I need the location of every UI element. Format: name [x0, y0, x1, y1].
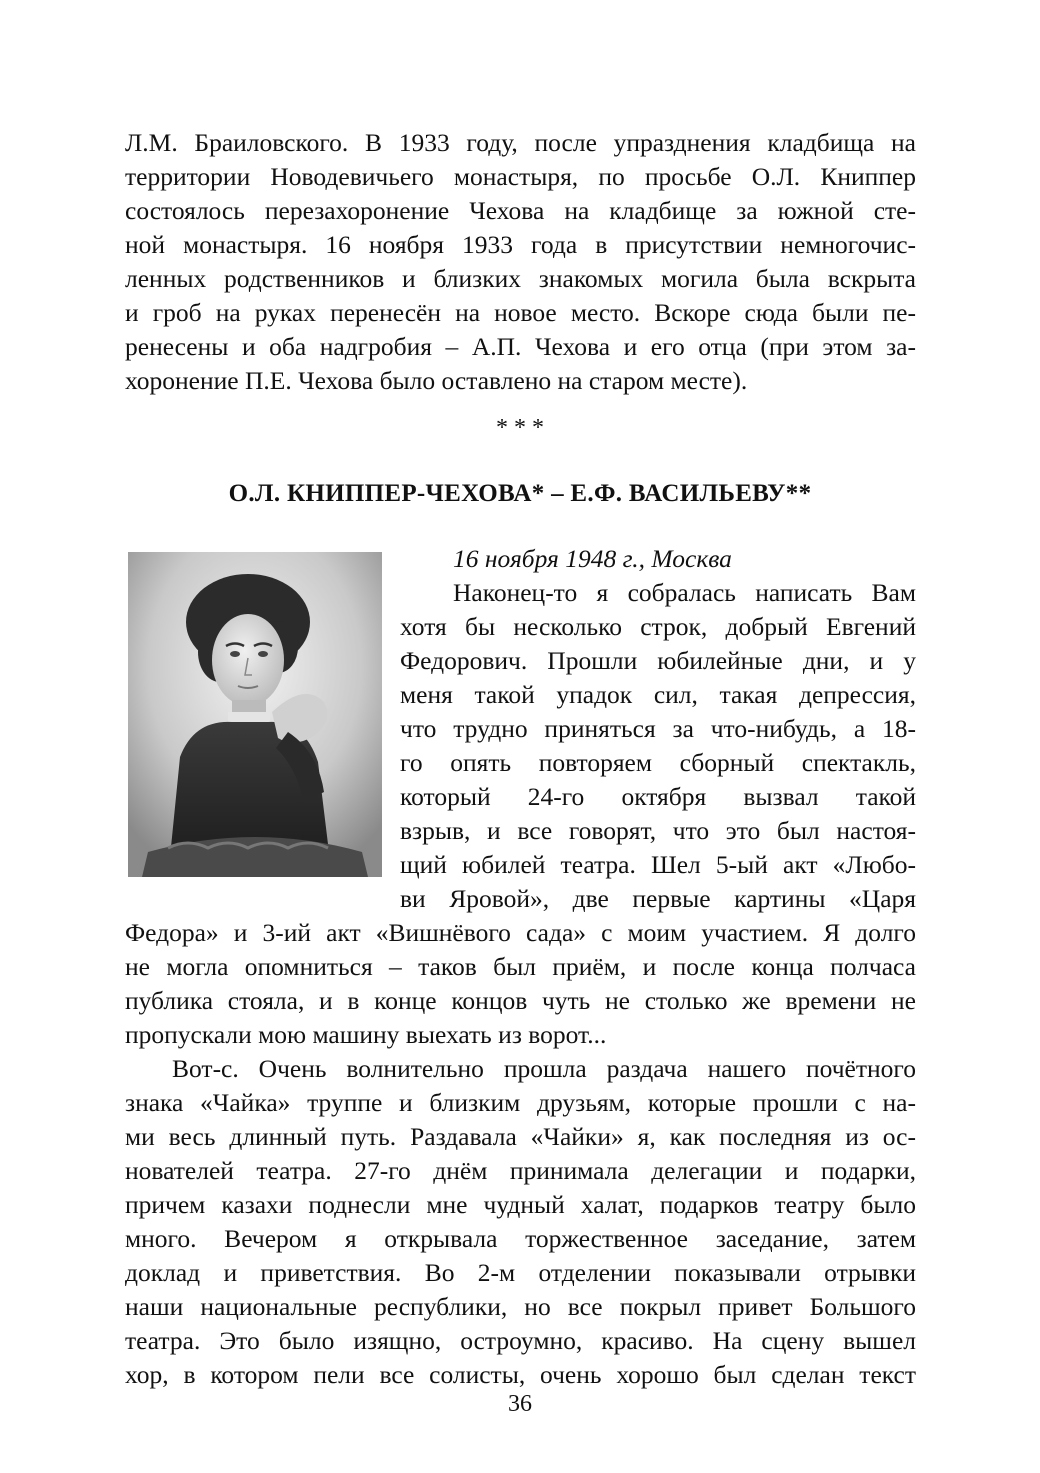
text-line: Федорович. Прошли юбилейные дни, и у [400, 646, 916, 675]
letter-dateline: 16 ноября 1948 г., Москва [453, 544, 732, 573]
text-line: меня такой упадок сил, такая депрессия, [400, 680, 916, 709]
text-line: ми весь длинный путь. Раздавала «Чайки» я, как последняя из ос- [125, 1122, 916, 1151]
text-line: ви Яровой», две первые картины «Царя [400, 884, 916, 913]
text-line: много. Вечером я открывала торжественное заседание, затем [125, 1224, 916, 1253]
text-line: публика стояла, и в конце концов чуть не столько же времени не [125, 986, 916, 1015]
text-line: Л.М. Браиловского. В 1933 году, после упразднения кладбища на [125, 128, 916, 157]
text-line: ренесены и оба надгробия – А.П. Чехова и его отца (при этом за- [125, 332, 916, 361]
text-line: наши национальные республики, но все покрыл привет Большого [125, 1292, 916, 1321]
text-line: что трудно приняться за что-нибудь, а 18- [400, 714, 916, 743]
text-line: территории Новодевичьего монастыря, по просьбе О.Л. Книппер [125, 162, 916, 191]
text-line: Наконец-то я собралась написать Вам [453, 578, 916, 607]
text-line: го опять повторяем сборный спектакль, [400, 748, 916, 777]
text-line: Федора» и 3-ий акт «Вишнёвого сада» с моим участием. Я долго [125, 918, 916, 947]
text-line: взрыв, и все говорят, что это был настоя- [400, 816, 916, 845]
text-line: причем казахи поднесли мне чудный халат, подарков театру было [125, 1190, 916, 1219]
text-line: щий юбилей театра. Шел 5-ый акт «Любо- [400, 850, 916, 879]
letter-heading: О.Л. КНИППЕР-ЧЕХОВА* – Е.Ф. ВАСИЛЬЕВУ** [228, 480, 812, 507]
section-separator: * * * [496, 415, 544, 441]
text-line: ленных родственников и близких знакомых могила была вскрыта [125, 264, 916, 293]
text-line: доклад и приветствия. Во 2-м отделении показывали отрывки [125, 1258, 916, 1287]
text-line: который 24-го октября вызвал такой [400, 782, 916, 811]
text-line: ной монастыря. 16 ноября 1933 года в присутствии немногочис- [125, 230, 916, 259]
text-line: хоронение П.Е. Чехова было оставлено на старом месте). [125, 366, 748, 395]
text-line: состоялось перезахоронение Чехова на кладбище за южной сте- [125, 196, 916, 225]
text-line: хор, в котором пели все солисты, очень хорошо был сделан текст [125, 1360, 916, 1389]
text-line: и гроб на руках перенесён на новое место. Вскоре сюда были пе- [125, 298, 916, 327]
text-line: нователей театра. 27-го днём принимала делегации и подарки, [125, 1156, 916, 1185]
text-line: хотя бы несколько строк, добрый Евгений [400, 612, 916, 641]
text-line: театра. Это было изящно, остроумно, красиво. На сцену вышел [125, 1326, 916, 1355]
text-line: Вот-с. Очень волнительно прошла раздача нашего почётного [172, 1054, 916, 1083]
page-number: 36 [508, 1391, 532, 1417]
text-line: пропускали мою машину выехать из ворот... [125, 1020, 607, 1049]
text-line: знака «Чайка» труппе и близким друзьям, которые прошли с на- [125, 1088, 916, 1117]
text-line: не могла опомниться – таков был приём, и после конца полчаса [125, 952, 916, 981]
portrait-photo [128, 552, 382, 877]
